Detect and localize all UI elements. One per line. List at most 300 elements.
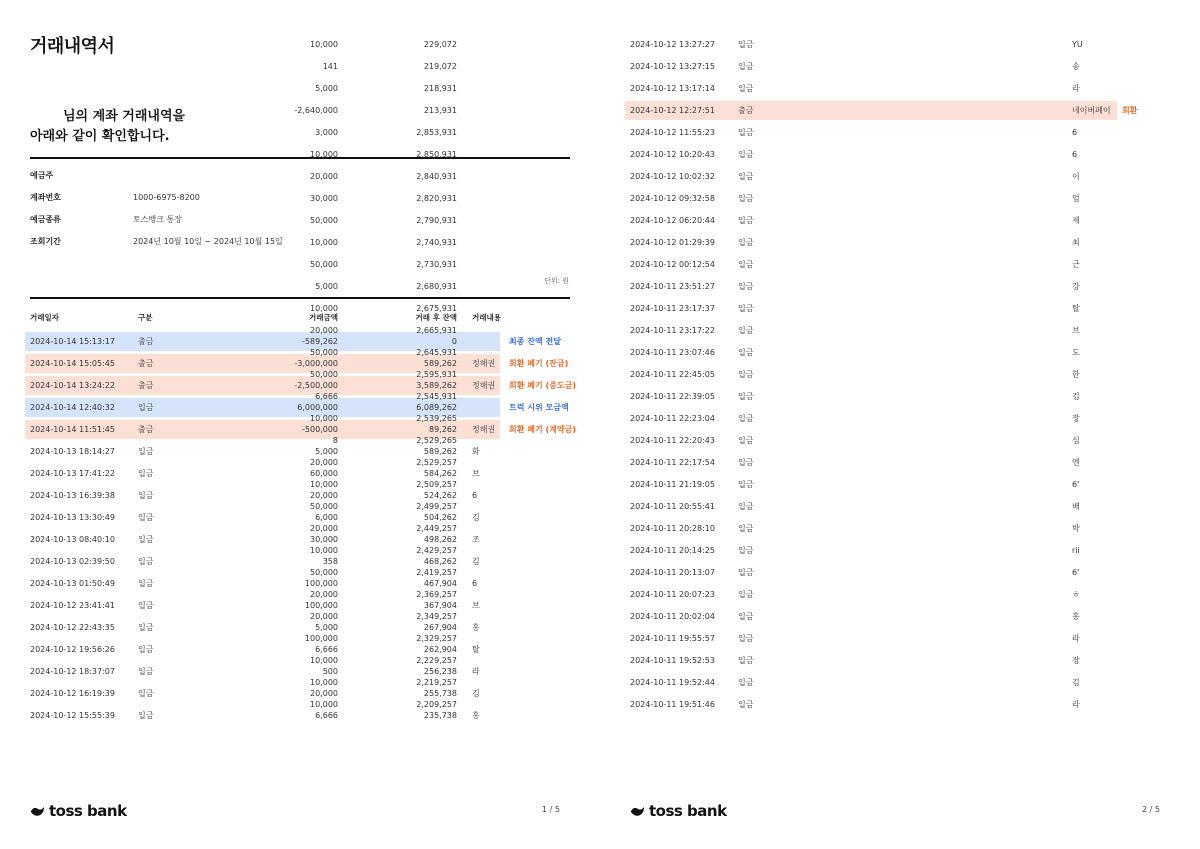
cell-date: 2024-10-14 15:05:45 <box>30 359 115 368</box>
cell-date: 2024-10-11 22:17:54 <box>630 458 715 467</box>
cell-memo: 6 <box>1072 128 1078 137</box>
cell-type: 출금 <box>738 106 754 115</box>
table-row <box>0 629 1080 651</box>
cell-balance: 524,262 <box>423 491 457 500</box>
cell-memo: 라 <box>1072 634 1080 643</box>
cell-balance: 2,499,257 <box>416 502 457 511</box>
cell-balance: 255,738 <box>423 689 457 698</box>
cell-amount: -2,640,000 <box>294 106 338 115</box>
cell-type: 입금 <box>138 447 154 456</box>
cell-memo: 엔 <box>1072 458 1080 467</box>
cell-type: 입금 <box>138 645 154 654</box>
cell-date: 2024-10-13 17:41:22 <box>30 469 115 478</box>
cell-date: 2024-10-11 20:13:07 <box>630 568 715 577</box>
cell-balance: 468,262 <box>423 557 457 566</box>
table-row <box>0 277 1080 299</box>
table-row <box>0 101 1138 123</box>
cell-date: 2024-10-11 23:17:37 <box>630 304 715 313</box>
cell-type: 입금 <box>738 194 754 203</box>
cell-memo: 정해권 <box>472 359 496 368</box>
info-label: 예금주 <box>30 171 54 180</box>
cell-amount: 5,000 <box>315 623 338 632</box>
cell-memo: 네이버페이 <box>1072 106 1111 115</box>
cell-type: 입금 <box>738 326 754 335</box>
table-row <box>0 211 1080 233</box>
cell-date: 2024-10-13 08:40:10 <box>30 535 115 544</box>
cell-date: 2024-10-11 22:45:05 <box>630 370 715 379</box>
table-row <box>0 541 1080 563</box>
cell-balance: 589,262 <box>423 447 457 456</box>
cell-memo: 장 <box>1072 656 1080 665</box>
cell-memo: 홍 <box>472 711 480 720</box>
table-row <box>0 431 1080 453</box>
intro-line-1: 님의 계좌 거래내역을 <box>63 109 186 124</box>
cell-amount: 6,666 <box>315 711 338 720</box>
cell-type: 입금 <box>738 700 754 709</box>
cell-balance: 2,665,931 <box>416 326 457 335</box>
cell-amount: 50,000 <box>310 348 338 357</box>
cell-memo: 제 <box>1072 216 1080 225</box>
cell-amount: 100,000 <box>304 634 338 643</box>
cell-amount: 500 <box>322 667 338 676</box>
cell-date: 2024-10-11 20:02:04 <box>630 612 715 621</box>
cell-date: 2024-10-14 13:24:22 <box>30 381 115 390</box>
cell-memo: 6‘ <box>1072 480 1080 489</box>
table-row <box>0 585 1080 607</box>
table-row <box>0 563 1080 585</box>
cell-balance: 2,209,257 <box>416 700 457 709</box>
table-row <box>0 453 1080 475</box>
cell-balance: 2,419,257 <box>416 568 457 577</box>
cell-memo: 장 <box>1072 414 1080 423</box>
page-number: 2 / 5 <box>1142 805 1160 814</box>
cell-type: 입금 <box>138 623 154 632</box>
cell-date: 2024-10-13 18:14:27 <box>30 447 115 456</box>
table-row <box>0 519 1080 541</box>
cell-type: 입금 <box>738 304 754 313</box>
cell-balance: 2,680,931 <box>416 282 457 291</box>
cell-balance: 6,089,262 <box>416 403 457 412</box>
annotation-note: 회환 폐기 (잔금) <box>509 359 569 368</box>
cell-balance: 2,730,931 <box>416 260 457 269</box>
info-value: 2024년 10월 10일 ~ 2024년 10월 15일 <box>133 237 283 246</box>
cell-balance: 2,329,257 <box>416 634 457 643</box>
cell-amount: 6,000 <box>315 513 338 522</box>
cell-balance: 2,429,257 <box>416 546 457 555</box>
cell-date: 2024-10-11 22:23:04 <box>630 414 715 423</box>
cell-amount: 6,000,000 <box>297 403 338 412</box>
table-row <box>0 167 1080 189</box>
cell-amount: 5,000 <box>315 447 338 456</box>
cell-memo: ㅎ <box>1072 590 1080 599</box>
cell-balance: 256,238 <box>423 667 457 676</box>
cell-amount: 30,000 <box>310 535 338 544</box>
cell-memo: 6 <box>472 579 478 588</box>
cell-type: 입금 <box>138 667 154 676</box>
cell-balance: 2,790,931 <box>416 216 457 225</box>
cell-balance: 2,229,257 <box>416 656 457 665</box>
cell-balance: 2,529,265 <box>416 436 457 445</box>
cell-balance: 218,931 <box>423 84 457 93</box>
table-row <box>0 189 1080 211</box>
toss-logo-icon <box>630 805 645 817</box>
cell-amount: 10,000 <box>310 480 338 489</box>
cell-balance: 0 <box>451 337 457 346</box>
cell-amount: -589,262 <box>302 337 338 346</box>
cell-balance: 367,904 <box>423 601 457 610</box>
cell-balance: 2,539,265 <box>416 414 457 423</box>
cell-amount: 50,000 <box>310 260 338 269</box>
cell-amount: 6,666 <box>315 392 338 401</box>
cell-amount: 20,000 <box>310 458 338 467</box>
cell-date: 2024-10-12 06:20:44 <box>630 216 715 225</box>
cell-amount: 20,000 <box>310 326 338 335</box>
cell-balance: 235,738 <box>423 711 457 720</box>
cell-balance: 262,904 <box>423 645 457 654</box>
info-label: 예금종류 <box>30 215 61 224</box>
cell-type: 입금 <box>738 612 754 621</box>
table-row <box>0 255 1080 277</box>
cell-memo: 정해권 <box>472 381 496 390</box>
cell-type: 입금 <box>138 689 154 698</box>
cell-amount: 141 <box>322 62 338 71</box>
toss-bank-logo <box>30 802 127 820</box>
cell-type: 입금 <box>738 150 754 159</box>
cell-memo: 최 <box>1072 238 1080 247</box>
cell-amount: -3,000,000 <box>294 359 338 368</box>
cell-date: 2024-10-11 23:17:22 <box>630 326 715 335</box>
cell-balance: 2,509,257 <box>416 480 457 489</box>
annotation-note: 회환 폐기 (계약금) <box>509 425 576 434</box>
table-row <box>0 233 1080 255</box>
cell-type: 출금 <box>138 359 154 368</box>
cell-balance: 584,262 <box>423 469 457 478</box>
info-value: 1000-6975-8200 <box>133 193 200 202</box>
cell-date: 2024-10-12 12:27:51 <box>630 106 715 115</box>
cell-date: 2024-10-14 15:13:17 <box>30 337 115 346</box>
table-row <box>0 321 1080 343</box>
cell-date: 2024-10-11 20:55:41 <box>630 502 715 511</box>
cell-balance: 589,262 <box>423 359 457 368</box>
page-title: 거래내역서 <box>30 36 115 57</box>
cell-memo: 브 <box>472 469 480 478</box>
cell-type: 입금 <box>138 513 154 522</box>
cell-amount: 100,000 <box>304 579 338 588</box>
cell-date: 2024-10-12 13:27:15 <box>630 62 715 71</box>
cell-balance: 2,545,931 <box>416 392 457 401</box>
cell-date: 2024-10-11 23:51:27 <box>630 282 715 291</box>
toss-logo-icon <box>30 805 45 817</box>
cell-date: 2024-10-12 11:55:23 <box>630 128 715 137</box>
cell-type: 입금 <box>738 546 754 555</box>
cell-type: 입금 <box>138 403 154 412</box>
cell-memo: 김 <box>472 557 480 566</box>
table-row <box>0 497 1080 519</box>
cell-memo: 강 <box>1072 282 1080 291</box>
table-row <box>0 79 1080 101</box>
cell-balance: 2,675,931 <box>416 304 457 313</box>
cell-type: 입금 <box>738 216 754 225</box>
column-header-memo: 거래내용 <box>472 313 501 322</box>
cell-memo: 송 <box>1072 62 1080 71</box>
cell-memo: 라 <box>1072 84 1080 93</box>
cell-date: 2024-10-11 20:14:25 <box>630 546 715 555</box>
cell-memo: 김 <box>472 513 480 522</box>
cell-balance: 3,589,262 <box>416 381 457 390</box>
cell-memo: 도 <box>1072 348 1080 357</box>
cell-date: 2024-10-12 15:55:39 <box>30 711 115 720</box>
column-header-date: 거래일자 <box>30 313 59 322</box>
cell-memo: rii <box>1072 546 1080 555</box>
cell-amount: 10,000 <box>310 546 338 555</box>
info-label: 계좌번호 <box>30 193 61 202</box>
cell-type: 입금 <box>738 370 754 379</box>
cell-type: 출금 <box>138 381 154 390</box>
cell-memo: YU <box>1072 40 1083 49</box>
cell-memo: 이 <box>1072 172 1080 181</box>
cell-memo: 김 <box>472 689 480 698</box>
transaction-list <box>0 35 1138 717</box>
table-row <box>0 695 1080 717</box>
cell-type: 입금 <box>738 238 754 247</box>
annotation-note: 최종 잔액 전달 <box>509 337 561 346</box>
annotation-note: 회환 폐기 (중도금) <box>509 381 576 390</box>
cell-amount: 358 <box>322 557 338 566</box>
cell-memo: 브 <box>1072 326 1080 335</box>
cell-amount: 50,000 <box>310 568 338 577</box>
cell-type: 입금 <box>738 480 754 489</box>
cell-type: 입금 <box>738 502 754 511</box>
cell-memo: 심 <box>1072 436 1080 445</box>
table-row <box>0 35 1083 57</box>
cell-amount: 20,000 <box>310 172 338 181</box>
cell-memo: 배 <box>1072 502 1080 511</box>
cell-type: 입금 <box>738 590 754 599</box>
cell-date: 2024-10-11 23:07:46 <box>630 348 715 357</box>
cell-type: 입금 <box>738 656 754 665</box>
cell-type: 입금 <box>738 458 754 467</box>
table-row <box>0 651 1080 673</box>
cell-type: 입금 <box>738 392 754 401</box>
cell-memo: 화 <box>472 447 480 456</box>
cell-amount: 100,000 <box>304 601 338 610</box>
table-row <box>0 387 1080 409</box>
cell-balance: 2,840,931 <box>416 172 457 181</box>
cell-memo: 홍 <box>472 623 480 632</box>
cell-memo: 라 <box>1072 700 1080 709</box>
cell-amount: 5,000 <box>315 282 338 291</box>
cell-date: 2024-10-12 18:37:07 <box>30 667 115 676</box>
page-number: 1 / 5 <box>542 805 560 814</box>
cell-date: 2024-10-14 12:40:32 <box>30 403 115 412</box>
table-row <box>0 607 1080 629</box>
cell-memo: 탈 <box>472 645 480 654</box>
cell-type: 입금 <box>738 40 754 49</box>
cell-type: 입금 <box>138 601 154 610</box>
table-row <box>0 673 1080 695</box>
cell-date: 2024-10-11 22:39:05 <box>630 392 715 401</box>
cell-memo: 라 <box>472 667 480 676</box>
cell-date: 2024-10-11 19:52:53 <box>630 656 715 665</box>
cell-amount: -500,000 <box>302 425 338 434</box>
cell-memo: 박 <box>1072 524 1080 533</box>
cell-type: 입금 <box>738 128 754 137</box>
table-row <box>0 365 1080 387</box>
table-row <box>0 57 1080 79</box>
cell-memo: 6 <box>1072 150 1078 159</box>
annotation-note: 트럭 시위 모금액 <box>509 403 569 412</box>
cell-balance: 89,262 <box>429 425 457 434</box>
cell-amount: 10,000 <box>310 700 338 709</box>
cell-amount: 8 <box>332 436 338 445</box>
cell-balance: 2,219,257 <box>416 678 457 687</box>
cell-amount: 10,000 <box>310 40 338 49</box>
cell-balance: 2,369,257 <box>416 590 457 599</box>
cell-memo: 홍 <box>1072 612 1080 621</box>
logo-text: toss bank <box>49 802 127 820</box>
table-row <box>0 145 1078 167</box>
cell-type: 입금 <box>738 414 754 423</box>
cell-amount: 10,000 <box>310 150 338 159</box>
info-label: 조회기간 <box>30 237 61 246</box>
cell-amount: 20,000 <box>310 524 338 533</box>
cell-amount: 10,000 <box>310 656 338 665</box>
cell-type: 입금 <box>138 535 154 544</box>
cell-type: 입금 <box>138 579 154 588</box>
cell-memo: 6 <box>472 491 478 500</box>
toss-bank-logo <box>630 802 727 820</box>
cell-date: 2024-10-13 16:39:38 <box>30 491 115 500</box>
column-header-balance: 거래 후 잔액 <box>415 313 457 322</box>
cell-type: 입금 <box>738 524 754 533</box>
cell-memo: 탈 <box>1072 304 1080 313</box>
cell-date: 2024-10-12 13:17:14 <box>630 84 715 93</box>
cell-balance: 229,072 <box>423 40 457 49</box>
column-header-type: 구분 <box>138 313 153 322</box>
cell-type: 입금 <box>738 172 754 181</box>
cell-date: 2024-10-12 22:43:35 <box>30 623 115 632</box>
cell-balance: 219,072 <box>423 62 457 71</box>
cell-memo: 김 <box>1072 678 1080 687</box>
cell-balance: 2,820,931 <box>416 194 457 203</box>
cell-memo: 정해권 <box>472 425 496 434</box>
cell-amount: 20,000 <box>310 491 338 500</box>
cell-amount: 30,000 <box>310 194 338 203</box>
cell-amount: 20,000 <box>310 689 338 698</box>
cell-memo: 김 <box>1072 392 1080 401</box>
cell-date: 2024-10-12 01:29:39 <box>630 238 715 247</box>
cell-type: 입금 <box>738 568 754 577</box>
cell-date: 2024-10-11 22:20:43 <box>630 436 715 445</box>
cell-amount: 10,000 <box>310 238 338 247</box>
cell-amount: 50,000 <box>310 216 338 225</box>
cell-memo: 6‘ <box>1072 568 1080 577</box>
cell-date: 2024-10-12 16:19:39 <box>30 689 115 698</box>
info-value: 토스뱅크 통장 <box>133 215 182 224</box>
cell-amount: 10,000 <box>310 678 338 687</box>
cell-date: 2024-10-11 20:28:10 <box>630 524 715 533</box>
cell-date: 2024-10-11 19:52:44 <box>630 678 715 687</box>
cell-date: 2024-10-12 10:02:32 <box>630 172 715 181</box>
cell-date: 2024-10-12 00:12:54 <box>630 260 715 269</box>
cell-type: 입금 <box>738 634 754 643</box>
table-row <box>0 123 1078 145</box>
cell-type: 출금 <box>138 425 154 434</box>
cell-amount: 3,000 <box>315 128 338 137</box>
cell-type: 입금 <box>738 678 754 687</box>
cell-balance: 2,349,257 <box>416 612 457 621</box>
cell-balance: 2,595,931 <box>416 370 457 379</box>
cell-type: 입금 <box>138 711 154 720</box>
table-row <box>0 475 1080 497</box>
cell-balance: 213,931 <box>423 106 457 115</box>
cell-date: 2024-10-14 11:51:45 <box>30 425 115 434</box>
cell-type: 입금 <box>738 260 754 269</box>
cell-amount: 6,666 <box>315 645 338 654</box>
cell-memo: 근 <box>1072 260 1080 269</box>
cell-amount: 50,000 <box>310 502 338 511</box>
cell-date: 2024-10-11 19:55:57 <box>630 634 715 643</box>
cell-balance: 504,262 <box>423 513 457 522</box>
logo-text: toss bank <box>649 802 727 820</box>
table-row <box>0 343 1080 365</box>
cell-date: 2024-10-11 20:07:23 <box>630 590 715 599</box>
cell-date: 2024-10-12 09:32:58 <box>630 194 715 203</box>
cell-date: 2024-10-12 10:20:43 <box>630 150 715 159</box>
cell-balance: 2,645,931 <box>416 348 457 357</box>
cell-amount: 50,000 <box>310 370 338 379</box>
cell-amount: 5,000 <box>315 84 338 93</box>
cell-date: 2024-10-12 13:27:27 <box>630 40 715 49</box>
cell-date: 2024-10-13 02:39:50 <box>30 557 115 566</box>
cell-type: 출금 <box>138 337 154 346</box>
cell-balance: 2,853,931 <box>416 128 457 137</box>
cell-balance: 2,850,931 <box>416 150 457 159</box>
cell-amount: 20,000 <box>310 590 338 599</box>
cell-date: 2024-10-13 01:50:49 <box>30 579 115 588</box>
cell-type: 입금 <box>738 84 754 93</box>
cell-balance: 498,262 <box>423 535 457 544</box>
cell-type: 입금 <box>738 282 754 291</box>
cell-memo: 엄 <box>1072 194 1080 203</box>
cell-date: 2024-10-11 21:19:05 <box>630 480 715 489</box>
cell-date: 2024-10-11 19:51:46 <box>630 700 715 709</box>
cell-type: 입금 <box>738 62 754 71</box>
table-row <box>0 299 1080 321</box>
cell-amount: 10,000 <box>310 304 338 313</box>
table-row <box>0 409 1080 431</box>
cell-balance: 2,740,931 <box>416 238 457 247</box>
cell-amount: 10,000 <box>310 414 338 423</box>
cell-amount: 60,000 <box>310 469 338 478</box>
column-header-amount: 거래금액 <box>309 313 338 322</box>
cell-memo: 조 <box>472 535 480 544</box>
unit-note: 단위: 원 <box>544 277 569 285</box>
cell-memo: 브 <box>472 601 480 610</box>
cell-type: 입금 <box>138 469 154 478</box>
intro-line-2: 아래와 같이 확인합니다. <box>30 129 170 144</box>
cell-date: 2024-10-13 13:30:49 <box>30 513 115 522</box>
cell-balance: 267,904 <box>423 623 457 632</box>
cell-memo: 한 <box>1072 370 1080 379</box>
cell-amount: 20,000 <box>310 612 338 621</box>
annotation-note: 회환 <box>1122 106 1138 115</box>
cell-type: 입금 <box>738 348 754 357</box>
cell-amount: -2,500,000 <box>294 381 338 390</box>
cell-type: 입금 <box>138 557 154 566</box>
cell-balance: 2,449,257 <box>416 524 457 533</box>
cell-type: 입금 <box>738 436 754 445</box>
